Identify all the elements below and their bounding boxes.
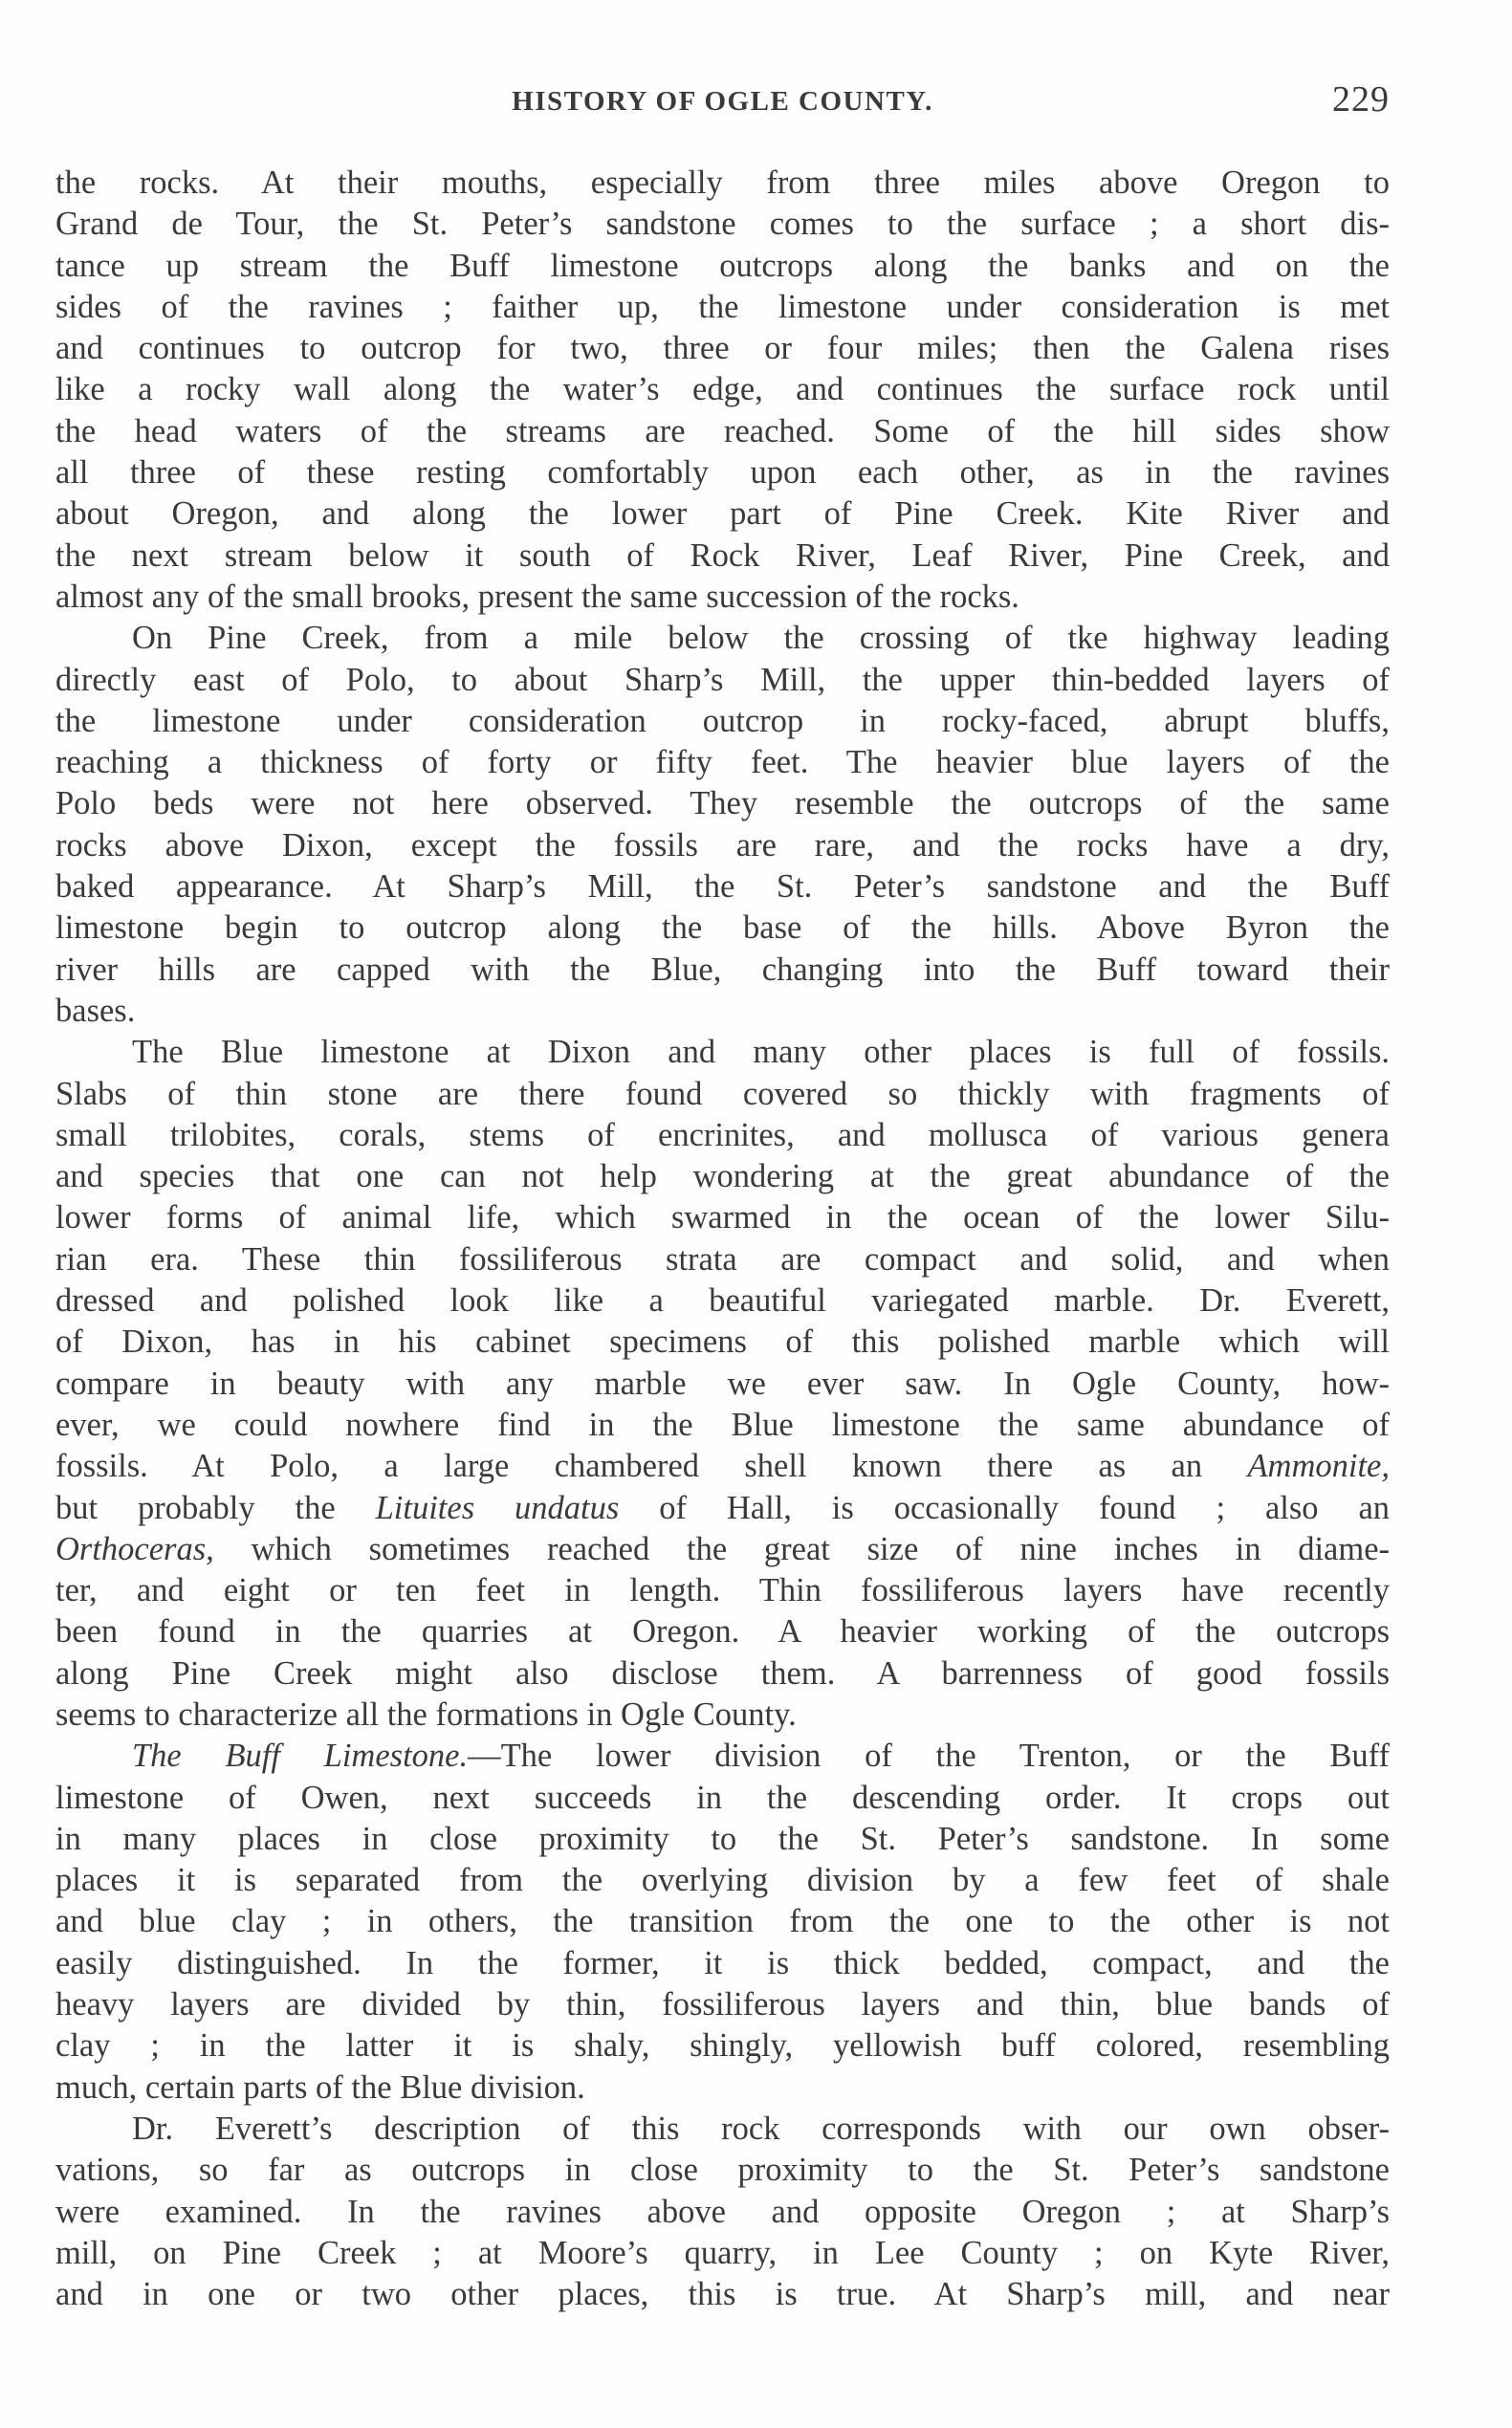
line-text: much, certain parts of the Blue division. (55, 2068, 585, 2106)
text-line (55, 825, 1390, 866)
body-text (55, 163, 1390, 2315)
text-line (55, 536, 1390, 577)
line-text: were examined. In the ravines above and opposite Oregon ; at Sharp’s (55, 2193, 1390, 2230)
text-line (55, 1819, 1390, 1860)
text-line (55, 163, 1390, 204)
italic-text: The Buff Limestone. (132, 1738, 469, 1775)
line-text: sides of the ravines ; faither up, the limestone under consideration is met (55, 288, 1390, 325)
line-text: heavy layers are divided by thin, fossiliferous layers and thin, blue bands of (55, 1986, 1390, 2023)
text-line (55, 1446, 1390, 1487)
line-text: baked appearance. At Sharp’s Mill, the St. Peter’s sandstone and the Buff (55, 868, 1390, 906)
line-text: and continues to outcrop for two, three or four miles; then the Galena rises (55, 330, 1390, 367)
text-line (55, 950, 1390, 991)
line-text: rocks above Dixon, except the fossils are rare, and the rocks have a dry, (55, 826, 1390, 864)
text-line (55, 991, 1390, 1032)
line-text: clay ; in the latter it is shaly, shingly, yellowish buff colored, resembling (55, 2027, 1390, 2065)
line-text: limestone begin to outcrop along the base of the hills. Above Byron the (55, 909, 1390, 947)
line-text: directly east of Polo, to about Sharp’s Mill, the upper thin-bedded layers of (55, 661, 1390, 698)
line-text: The Blue limestone at Dixon and many other places is full of fossils. (132, 1034, 1390, 1071)
text-line (55, 1611, 1390, 1652)
text-line (55, 2150, 1390, 2191)
line-text: the limestone under consideration outcrop in rocky-faced, abrupt bluffs, (55, 702, 1390, 739)
text-line (55, 2233, 1390, 2274)
line-text: On Pine Creek, from a mile below the crossing of tke highway leading (132, 620, 1390, 657)
page-number: 229 (1332, 79, 1390, 120)
line-text: been found in the quarries at Oregon. A heavier working of the outcrops (55, 1613, 1390, 1651)
line-text: ter, and eight or ten feet in length. Thin fossiliferous layers have recently (55, 1572, 1390, 1609)
running-title: HISTORY OF OGLE COUNTY. (512, 86, 933, 117)
line-text: rian era. These thin fossiliferous strata are compact and solid, and when (55, 1240, 1390, 1278)
text-line (55, 1115, 1390, 1156)
text-line (55, 1653, 1390, 1695)
line-text: of Dixon, has in his cabinet specimens of this polished marble which will (55, 1323, 1390, 1361)
text-line (55, 577, 1390, 618)
text-line (55, 411, 1390, 452)
text-line (55, 2067, 1390, 2109)
text-line (55, 742, 1390, 783)
text-line (55, 246, 1390, 287)
line-text: the rocks. At their mouths, especially from three miles above Oregon to (55, 164, 1390, 201)
line-text: limestone of Owen, next succeeds in the descending order. It crops out (55, 1779, 1390, 1816)
line-text: mill, on Pine Creek ; at Moore’s quarry, in Lee County ; on Kyte River, (55, 2234, 1390, 2271)
text-line (55, 1943, 1390, 1984)
text-line (55, 1901, 1390, 1942)
line-text: Slabs of thin stone are there found covered so thickly with fragments of (55, 1075, 1390, 1112)
text-line (55, 2025, 1390, 2067)
text-line (55, 1280, 1390, 1322)
text-line (55, 2192, 1390, 2233)
line-text: in many places in close proximity to the St. Peter’s sandstone. In some (55, 1820, 1390, 1857)
line-text: Dr. Everett’s description of this rock corresponds with our own obser- (132, 2110, 1390, 2147)
line-text: which sometimes reached the great size of nine inches in diame- (213, 1530, 1390, 1567)
text-line (55, 1156, 1390, 1197)
line-text: lower forms of animal life, which swarmed in the ocean of the lower Silu- (55, 1199, 1390, 1236)
line-text: and blue clay ; in others, the transition from the one to the other is not (55, 1903, 1390, 1940)
text-line (55, 1405, 1390, 1446)
text-line (55, 618, 1390, 659)
line-text: and in one or two other places, this is true. At Sharp’s mill, and near (55, 2276, 1390, 2313)
text-line (55, 1488, 1390, 1529)
text-line (55, 1529, 1390, 1570)
line-text: of Hall, is occasionally found ; also an (619, 1489, 1390, 1526)
text-line (55, 1984, 1390, 2025)
text-line (55, 1322, 1390, 1363)
line-text: tance up stream the Buff limestone outcrops along the banks and on the (55, 247, 1390, 284)
line-text: bases. (55, 992, 136, 1029)
line-text: almost any of the small brooks, present the same succession of the rocks. (55, 578, 1019, 615)
text-line (55, 452, 1390, 493)
text-line (55, 1736, 1390, 1777)
line-text: places it is separated from the overlying division by a few feet of shale (55, 1862, 1390, 1899)
text-line (55, 493, 1390, 535)
text-line (55, 1364, 1390, 1405)
line-text: river hills are capped with the Blue, changing into the Buff toward their (55, 951, 1390, 988)
text-line (55, 2274, 1390, 2315)
text-line (55, 328, 1390, 369)
line-text: and species that one can not help wondering at the great abundance of the (55, 1158, 1390, 1195)
line-text: small trilobites, corals, stems of encrinites, and mollusca of various genera (55, 1116, 1390, 1153)
text-line (55, 1570, 1390, 1611)
text-line (55, 1239, 1390, 1280)
text-line (55, 1074, 1390, 1115)
text-line (55, 1860, 1390, 1901)
text-line (55, 1032, 1390, 1073)
line-text: seems to characterize all the formations in Ogle County. (55, 1695, 797, 1733)
line-text: ever, we could nowhere find in the Blue limestone the same abundance of (55, 1406, 1390, 1443)
line-text: reaching a thickness of forty or fifty feet. The heavier blue layers of the (55, 744, 1390, 781)
line-text: fossils. At Polo, a large chambered shell known there as an (55, 1448, 1248, 1485)
italic-text: Lituites undatus (375, 1489, 620, 1526)
line-text: like a rocky wall along the water’s edge, and continues the surface rock until (55, 371, 1390, 408)
line-text: compare in beauty with any marble we ever saw. In Ogle County, how- (55, 1365, 1390, 1402)
text-line (55, 701, 1390, 742)
text-line (55, 908, 1390, 949)
line-text: Polo beds were not here observed. They resemble the outcrops of the same (55, 785, 1390, 822)
line-text: all three of these resting comfortably upon each other, as in the ravines (55, 454, 1390, 492)
text-line (55, 783, 1390, 824)
running-head (55, 77, 1390, 134)
line-text: dressed and polished look like a beautiful variegated marble. Dr. Everett, (55, 1282, 1390, 1320)
line-text: Grand de Tour, the St. Peter’s sandstone comes to the surface ; a short dis- (55, 206, 1390, 243)
text-line (55, 866, 1390, 908)
line-text: about Oregon, and along the lower part of Pine Creek. Kite River and (55, 495, 1390, 533)
line-text: —The lower division of the Trenton, or the Buff (468, 1738, 1390, 1775)
text-line (55, 204, 1390, 245)
line-text: but probably the (55, 1489, 376, 1526)
italic-text: Orthoceras, (55, 1530, 214, 1567)
text-line (55, 1197, 1390, 1238)
line-text: the next stream below it south of Rock River, Leaf River, Pine Creek, and (55, 536, 1390, 574)
text-line (55, 1695, 1390, 1736)
line-text: vations, so far as outcrops in close proximity to the St. Peter’s sandstone (55, 2152, 1390, 2189)
line-text: easily distinguished. In the former, it is thick bedded, compact, and the (55, 1944, 1390, 1981)
text-line (55, 369, 1390, 410)
line-text: along Pine Creek might also disclose them. A barrenness of good fossils (55, 1654, 1390, 1692)
text-line (55, 2109, 1390, 2150)
line-text: the head waters of the streams are reached. Some of the hill sides show (55, 412, 1390, 449)
italic-text: Ammonite, (1247, 1448, 1390, 1485)
text-line (55, 287, 1390, 328)
text-line (55, 660, 1390, 701)
text-line (55, 1778, 1390, 1819)
